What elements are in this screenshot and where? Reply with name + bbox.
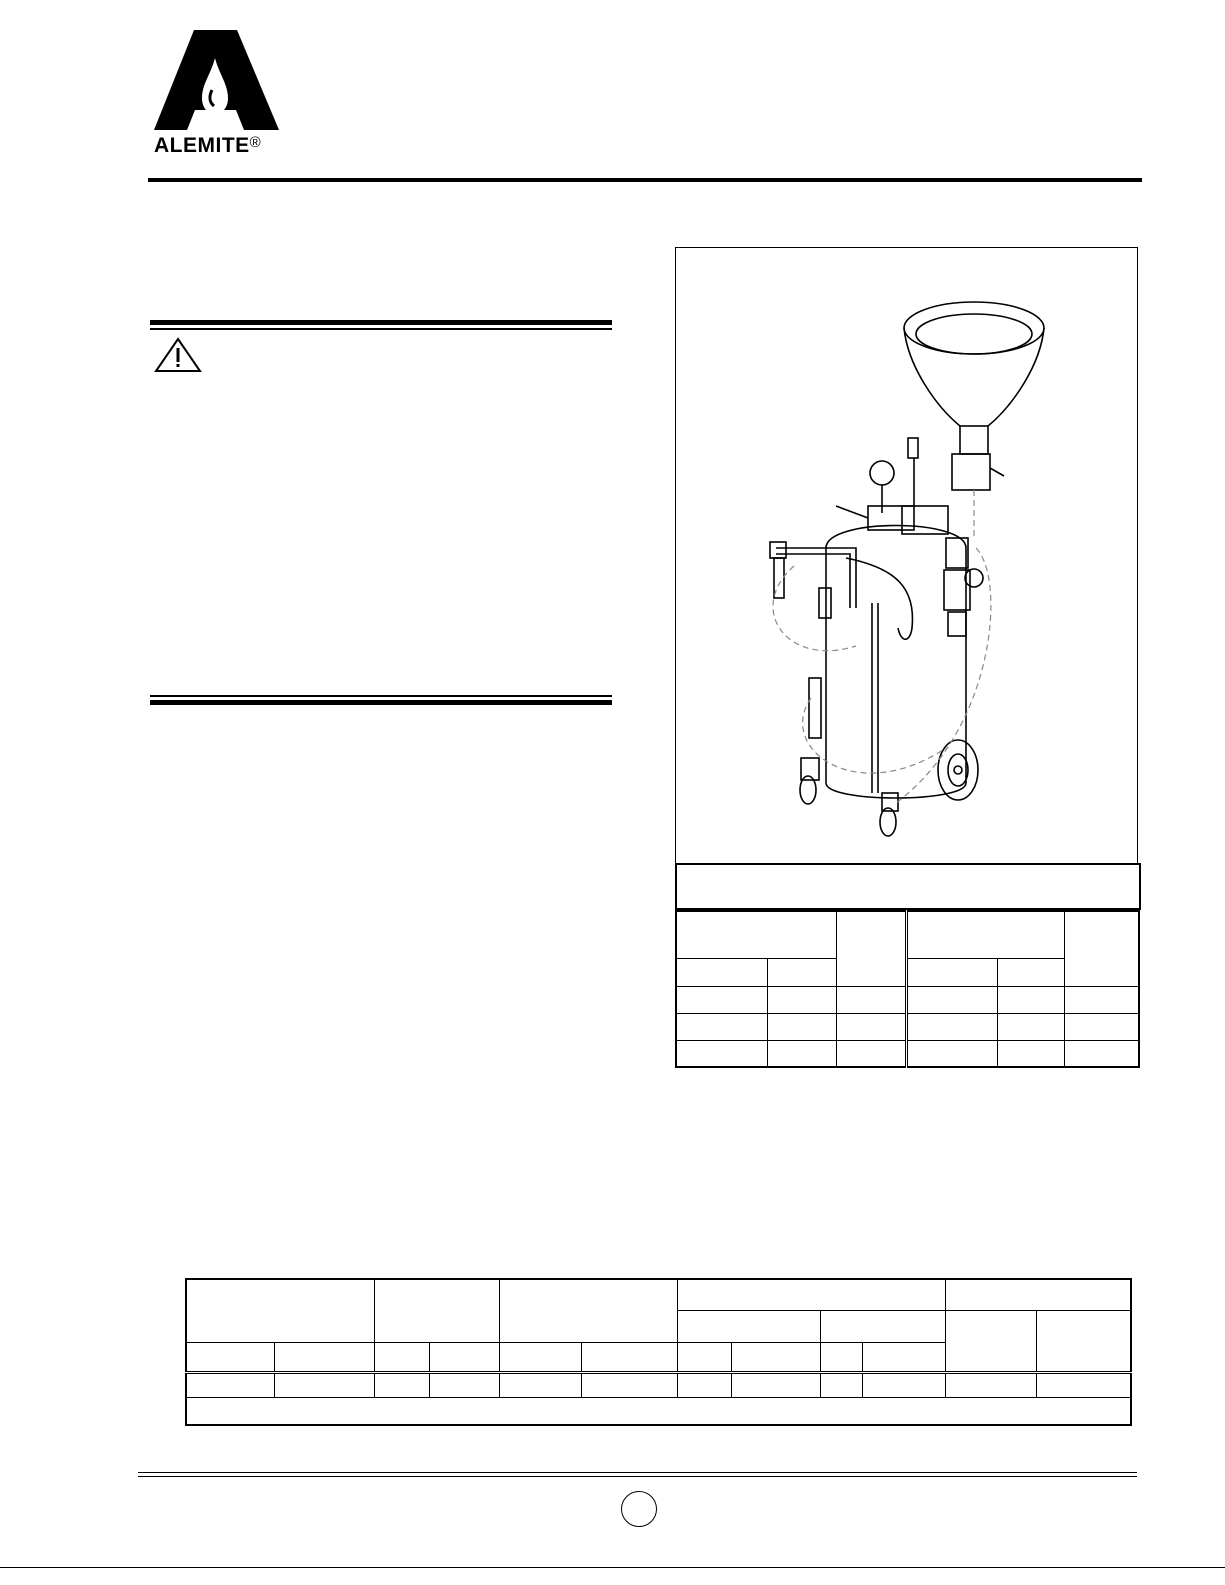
bottom-subheader-4b — [820, 1310, 945, 1342]
bottom-subheader-5a — [945, 1310, 1036, 1372]
page-bottom-edge — [0, 1567, 1225, 1568]
specs-subheader-1 — [676, 958, 767, 986]
bottom-specs-table — [185, 1278, 1132, 1426]
specs-header-col-6 — [1064, 911, 1139, 986]
alemite-logo-icon — [154, 30, 284, 130]
specs-header-group-2 — [906, 911, 1064, 958]
oil-drain-tank-illustration — [676, 248, 1137, 863]
table-row — [676, 986, 1139, 1013]
footer-rule-1 — [138, 1472, 1137, 1473]
bottom-header-group-1 — [186, 1279, 374, 1342]
specs-subheader-2 — [767, 958, 836, 986]
header-rule — [148, 178, 1142, 182]
specs-header-col-3 — [836, 911, 906, 986]
table-row — [676, 1013, 1139, 1040]
specs-header-group-1 — [676, 911, 836, 958]
footer-rule-2 — [138, 1476, 1137, 1477]
brand-logo — [154, 30, 304, 160]
table-row — [186, 1372, 1131, 1397]
product-illustration-frame — [675, 247, 1138, 864]
warning-top-rule-thick — [150, 320, 612, 325]
warning-top-rule-thin — [150, 328, 612, 330]
specs-subheader-5 — [997, 958, 1064, 986]
bottom-header-group-4 — [677, 1279, 945, 1310]
bottom-subheader-5b — [1036, 1310, 1131, 1372]
bottom-subheader-4a — [677, 1310, 820, 1342]
table-note-row — [186, 1397, 1131, 1425]
brand-name: ALEMITE — [154, 134, 250, 157]
specs-subheader-4 — [906, 958, 997, 986]
table-row — [676, 1040, 1139, 1067]
registered-mark: ® — [249, 134, 262, 151]
page-number-circle — [621, 1491, 657, 1527]
warning-bottom-rule-thin — [150, 695, 612, 697]
illustration-caption-box — [675, 863, 1141, 910]
bottom-header-group-5 — [945, 1279, 1131, 1310]
specs-table — [675, 910, 1140, 1068]
warning-bottom-rule-thick — [150, 700, 612, 705]
bottom-header-group-3 — [499, 1279, 677, 1342]
bottom-header-group-2 — [374, 1279, 499, 1342]
warning-triangle-icon — [154, 337, 202, 373]
